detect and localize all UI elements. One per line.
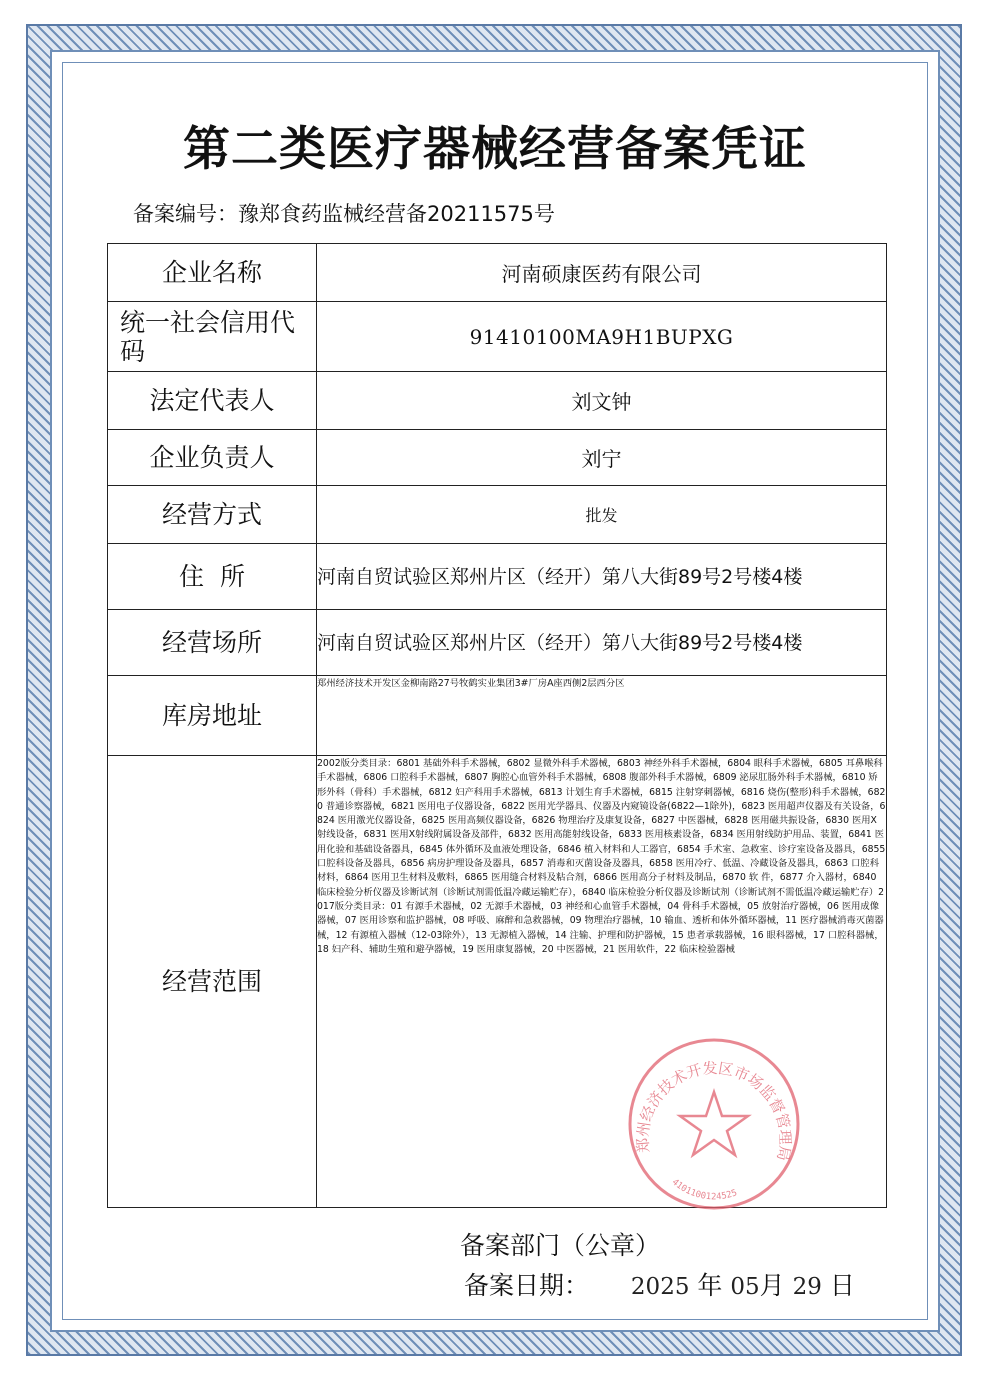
scope-label: 经营范围 <box>108 756 317 1208</box>
residence-label: 住 所 <box>108 544 317 610</box>
table-row <box>108 486 887 544</box>
year-unit: 年 <box>697 1271 723 1300</box>
filing-department: 备案部门（公章） <box>460 1231 661 1260</box>
filing-month: 05 <box>730 1274 760 1300</box>
table-row <box>108 544 887 610</box>
month-unit: 月 <box>759 1271 785 1300</box>
table-row <box>108 372 887 430</box>
person-in-charge-value: 刘宁 <box>317 430 887 486</box>
table-row <box>108 430 887 486</box>
business-mode-value: 批发 <box>317 486 887 544</box>
table-row <box>108 244 887 302</box>
record-number-value: 豫郑食药监械经营备20211575号 <box>238 202 555 226</box>
filing-date-label: 备案日期： <box>464 1271 590 1300</box>
legal-rep-value: 刘文钟 <box>317 372 887 430</box>
credit-code-label: 统一社会信用代码 <box>108 302 317 372</box>
filing-day: 29 <box>792 1274 822 1300</box>
record-number <box>133 198 555 228</box>
legal-rep-label: 法定代表人 <box>108 372 317 430</box>
warehouse-value: 郑州经济技术开发区金柳南路27号牧鹤实业集团3#厂房A座西侧2层西分区 <box>317 676 887 756</box>
seal-number: 4101100124525 <box>669 1177 739 1203</box>
seal-text: 郑州经济技术开发区市场监督管理局 <box>633 1059 795 1163</box>
filing-date <box>464 1266 855 1302</box>
premises-value: 河南自贸试验区郑州片区（经开）第八大街89号2号楼4楼 <box>317 610 887 676</box>
seal-star-icon <box>680 1092 748 1155</box>
record-number-label: 备案编号： <box>133 202 238 226</box>
table-row <box>108 302 887 372</box>
table-row <box>108 676 887 756</box>
official-seal <box>624 1034 804 1214</box>
filing-year: 2025 <box>630 1274 690 1300</box>
residence-value: 河南自贸试验区郑州片区（经开）第八大街89号2号楼4楼 <box>317 544 887 610</box>
warehouse-label: 库房地址 <box>108 676 317 756</box>
table-row <box>108 610 887 676</box>
credit-code-value: 91410100MA9H1BUPXG <box>317 302 887 372</box>
business-mode-label: 经营方式 <box>108 486 317 544</box>
scope-value: 2002版分类目录：6801 基础外科手术器械，6802 显微外科手术器械，6803 神经外科手术器械，6804 眼科手术器械，6805 耳鼻喉科手术器械，6806 口腔科手术器械，6807 胸腔心血管外科手术器械，6808 腹部外科手术器械，6809 泌尿肛肠外科手术器械，6810 矫形外科（骨科）手术器械，6812 妇产科用手术器械，6813 计划生育手术器械，6815 注射穿刺器械，6816 烧伤(整形)科手术器械，6820 普通诊察器械，6821 医用电子仪器设备，6822 医用光学器具、仪器及内窥镜设备(6822—1除外)，6823 医用超声仪器及有关设备，6824 医用激光仪器设备，6825 医用高频仪器设备，6826 物理治疗及康复设备，6827 中医器械，6828 医用磁共振设备，6830 医用X射线设备，6831 医用X射线附属设备及部件，6832 医用高能射线设备，6833 医用核素设备，6834 医用射线防护用品、装置，6841 医用化验和基础设备器具，6845 体外循环及血液处理设备，6846 植入材料和人工器官，6854 手术室、急救室、诊疗室设备及器具，6855 口腔科设备及器具，6856 病房护理设备及器具，6857 消毒和灭菌设备及器具，6858 医用冷疗、低温、冷藏设备及器具，6863 口腔科材料，6864 医用卫生材料及敷料，6865 医用缝合材料及粘合剂，6866 医用高分子材料及制品，6870 软 件，6877 介入器材，6840 临床检验分析仪器及诊断试剂（诊断试剂需低温冷藏运输贮存），6840 临床检验分析仪器及诊断试剂（诊断试剂不需低温冷藏运输贮存）2017版分类目录：01 有源手术器械，02 无源手术器械，03 神经和心血管手术器械，04 骨科手术器械，05 放射治疗器械，06 医用成像器械，07 医用诊察和监护器械，08 呼吸、麻醉和急救器械，09 物理治疗器械，10 输血、透析和体外循环器械，11 医疗器械消毒灭菌器械，12 有源植入器械（12-03除外），13 无源植入器械，14 注输、护理和防护器械，15 患者承载器械，16 眼科器械，17 口腔科器械，18 妇产科、辅助生殖和避孕器械，19 医用康复器械，20 中医器械，21 医用软件，22 临床检验器械 <box>317 756 887 1208</box>
premises-label: 经营场所 <box>108 610 317 676</box>
certificate-title: 第二类医疗器械经营备案凭证 <box>183 122 807 177</box>
company-name-label: 企业名称 <box>108 244 317 302</box>
person-in-charge-label: 企业负责人 <box>108 430 317 486</box>
company-name-value: 河南硕康医药有限公司 <box>317 244 887 302</box>
day-unit: 日 <box>829 1271 855 1300</box>
